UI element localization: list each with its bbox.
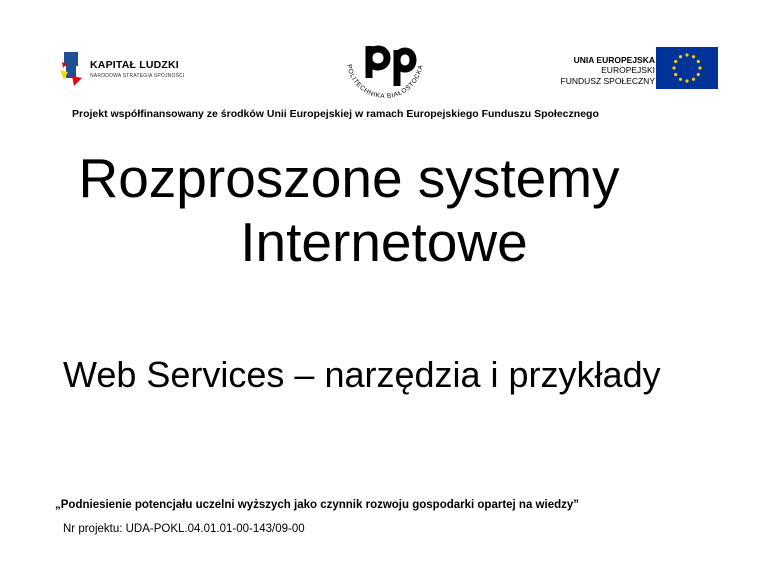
eu-logo-text [560,55,655,87]
politechnika-bialostocka-logo [335,38,435,110]
project-cofinancing-line: Projekt współfinansowany ze środków Unii Europejskiej w ramach Europejskiego Funduszu Społecznego [72,108,599,120]
slide-title-line-1: Rozproszone systemy [78,147,620,209]
footer-project-quote: „Podniesienie potencjału uczelni wyższych jako czynnik rozwoju gospodarki opartej na wiedzy” [55,499,580,511]
slide-title [0,146,768,274]
footer-project-number: Nr projektu: UDA-POKL.04.01.01-00-143/09-00 [63,523,305,535]
politechnika-emblem-icon [335,38,435,110]
slide-subtitle: Web Services – narzędzia i przykłady [63,354,661,395]
kapital-ludzki-subtitle: NARODOWA STRATEGIA SPÓJNOŚCI [90,73,185,79]
eu-fund-label-2: FUNDUSZ SPOŁECZNY [560,76,655,86]
kapital-ludzki-mark-icon [58,50,84,88]
kapital-ludzki-logo [58,50,198,90]
politechnika-ring-text: POLITECHNIKA BIAŁOSTOCKA [345,63,425,101]
slide-title-line-2: Internetowe [240,211,528,273]
eu-fund-label-1: EUROPEJSKI [601,65,655,75]
kapital-ludzki-title: KAPITAŁ LUDZKI [90,59,179,71]
eu-union-label: UNIA EUROPEJSKA [573,55,655,65]
eu-flag-icon [656,47,718,89]
